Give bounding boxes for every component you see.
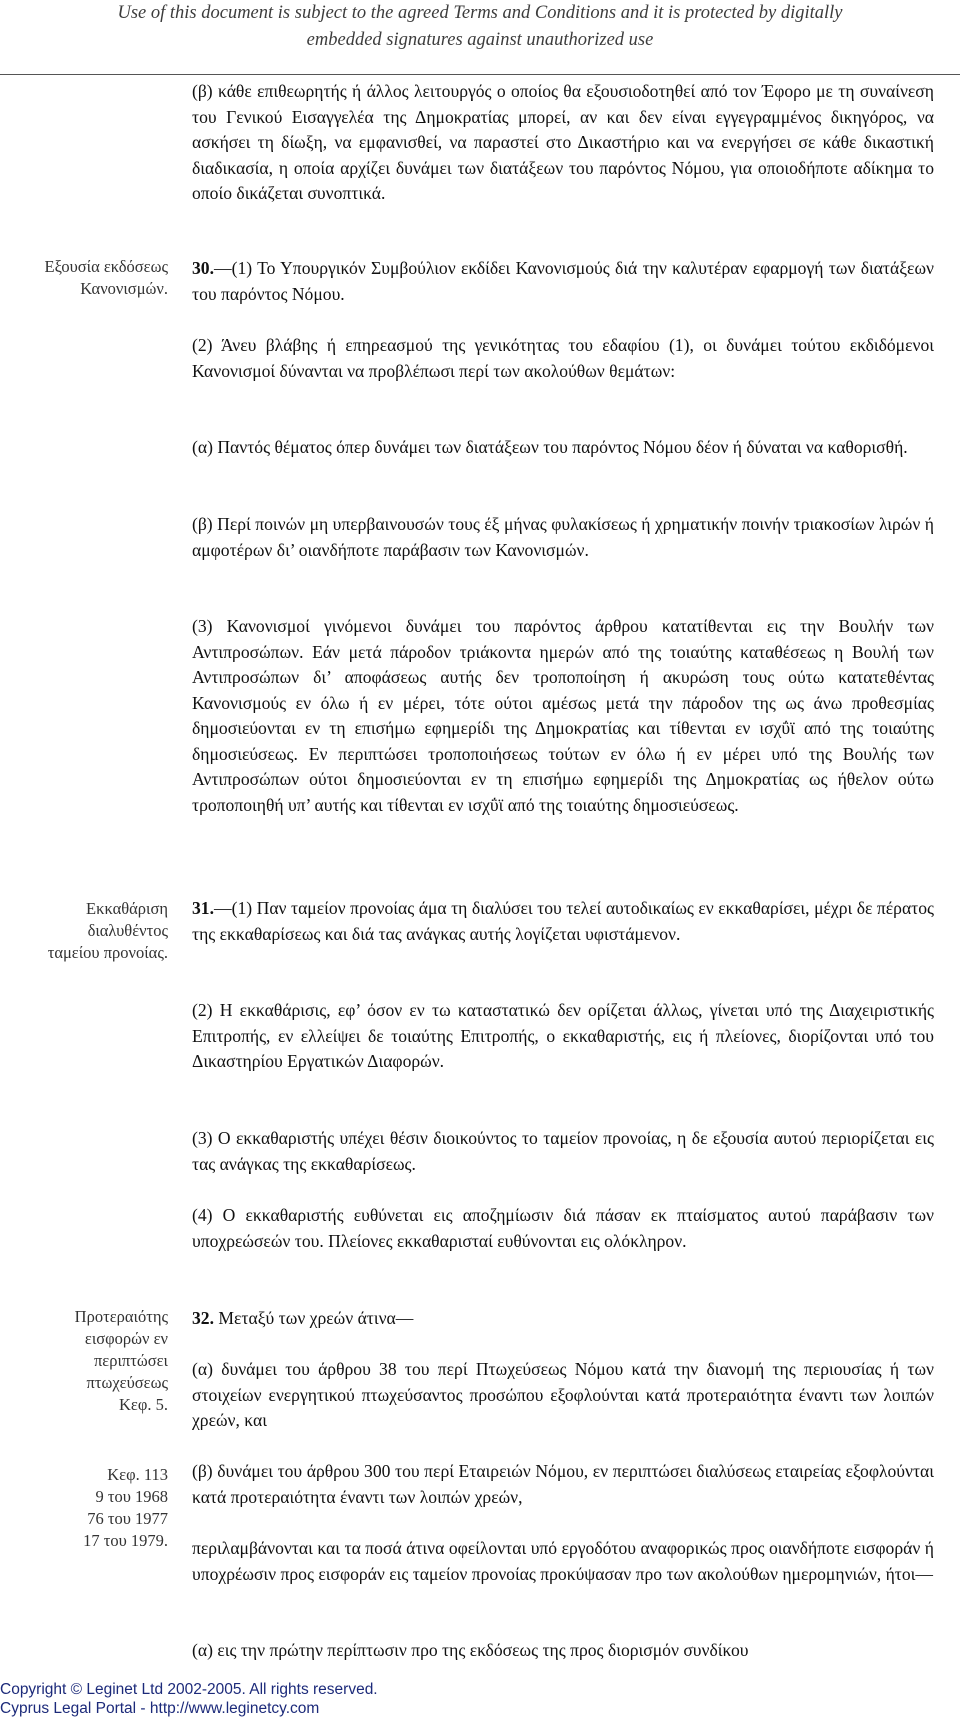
section-31-subsection-4: (4) Ο εκκαθαριστής ευθύνεται εις αποζημίωσιν διά πάσαν εκ πταίσματος αυτού παράβασιν των υποχρεώσεών του. Πλείονες εκκαθαρισταί ευθύνονται εις ολόκληρον.	[192, 1205, 934, 1251]
paragraph-beta-prosecution: (β) κάθε επιθεωρητής ή άλλος λειτουργός ο οποίος θα εξουσιοδοτηθεί από τον Έφορο με τη συναίνεση του Γενικού Εισαγγελέα της Δημοκρατίας μπορεί, αν και δεν είναι εγγεγραμμένος δικηγόρος, να ασκήσει τη δίωξη, να εμφανισθεί, να παραστεί στο Δικαστήριο και να ενεργήσει σε κάθε δικαστική διαδικασία, η οποία αρχίζει δυνάμει των διατάξεων του παρόντος Νόμου, για οποιοδήποτε αδίκημα το οποίο δικάζεται συνοπτικά.	[192, 81, 934, 203]
portal-link[interactable]: Cyprus Legal Portal - http://www.leginetcy.com	[0, 1700, 320, 1717]
margin-note-line: Κεφ. 5.	[119, 1395, 168, 1414]
section-text: —(1) Το Υπουργικόν Συμβούλιον εκδίδει Κανονισμούς διά την καλυτέραν εφαρμογή των διατάξεων του παρόντος Νόμου.	[192, 258, 934, 304]
margin-note-line: πτωχεύσεως	[86, 1373, 168, 1392]
margin-note-line: εισφορών εν	[84, 1329, 168, 1348]
section-30-subsection-3: (3) Κανονισμοί γινόμενοι δυνάμει του παρόντος άρθρου κατατίθενται εις την Βουλήν των Αντιπροσώπων. Εάν μετά πάροδον τριάκοντα ημερών από της τοιαύτης καταθέσεως η Βουλή των Αντιπροσώπων δι’ αποφάσεως αυτής δεν τροποποίηση ή ακυρώση τους ούτω κατατεθέντας Κανονισμούς εν όλω ή εν μέρει, τότε ούτοι αμέσως μετά την πάροδον της ως άνω προθεσμίας δημοσιεύονται εν τη επισήμω εφημερίδι της Δημοκρατίας και τίθενται εν ισχΰϊ από της τοιαύτης δημοσιεύσεως. Εν περιπτώσει τροποποιήσεως τούτων εν όλω ή εν μέρει υπό της Βουλής των Αντιπροσώπων ούτοι δημοσιεύονται εν τη επισήμω εφημερίδι της Δημοκρατίας ως ήθελον ούτω τροποποιηθή υπ’ αυτής και τίθενται εν ισχΰϊ από της τοιαύτης δημοσιεύσεως.	[192, 616, 934, 815]
margin-note-line: 17 του 1979.	[83, 1531, 168, 1550]
section-number: 32.	[192, 1308, 214, 1328]
section-text: —(1) Παν ταμείον προνοίας άμα τη διαλύσει του τελεί αυτοδικαίως εν εκκαθαρίσει, μέχρι δε πέρατος της εκκαθαρίσεως και διά τας ανάγκας αυτής λογίζεται υφιστάμενον.	[192, 898, 934, 944]
section-32-item-alpha-case: (α) εις την πρώτην περίπτωσιν προ της εκδόσεως της προς διορισμόν συνδίκου	[192, 1640, 749, 1660]
margin-note-line: Κανονισμών.	[80, 279, 168, 298]
margin-note-line: περιπτώσει	[93, 1351, 168, 1370]
section-number: 31.	[192, 898, 214, 918]
margin-note-line: διαλυθέντος	[87, 921, 168, 940]
section-30-item-alpha: (α) Παντός θέματος όπερ δυνάμει των διατάξεων του παρόντος Νόμου δέον ή δύναται να καθορισθή.	[192, 437, 908, 457]
section-text: Μεταξύ των χρεών άτινα—	[214, 1308, 414, 1328]
margin-note-line: 76 του 1977	[87, 1509, 168, 1528]
section-31-subsection-3: (3) Ο εκκαθαριστής υπέχει θέσιν διοικούντος το ταμείον προνοίας, η δε εξουσία αυτού περιορίζεται εις τας ανάγκας της εκκαθαρίσεως.	[192, 1128, 934, 1174]
margin-note-line: Κεφ. 113	[107, 1465, 168, 1484]
section-number: 30.	[192, 258, 214, 278]
header-divider	[0, 74, 960, 75]
copyright-line: Copyright © Leginet Ltd 2002-2005. All rights reserved.	[0, 1681, 378, 1698]
protection-notice-line-1: Use of this document is subject to the agreed Terms and Conditions and it is protected by digitally	[117, 3, 843, 23]
margin-note-line: 9 του 1968	[95, 1487, 168, 1506]
protection-notice-line-2: embedded signatures against unauthorized use	[306, 30, 654, 50]
margin-note-line: ταμείου προνοίας.	[47, 943, 168, 962]
copyright-footer	[0, 1680, 378, 1718]
section-32-continuation: περιλαμβάνονται και τα ποσά άτινα οφείλονται υπό εργοδότου αναφορικώς προς οιανδήποτε εισφοράν ή υποχρέωσιν προς εισφοράν εις ταμείον προνοίας προκύψασαν προ των ακολούθων ημερομηνιών, ήτοι—	[192, 1538, 934, 1584]
margin-note-section-32	[8, 1306, 168, 1416]
section-30-item-beta: (β) Περί ποινών μη υπερβαινουσών τους έξ μήνας φυλακίσεως ή χρηματικήν ποινήν τριακοσίων λιρών ή αμφοτέρων δι’ οιανδήποτε παράβασιν των Κανονισμών.	[192, 514, 934, 560]
margin-note-section-30	[8, 256, 168, 300]
protection-notice	[0, 0, 960, 54]
margin-note-line: Εξουσία εκδόσεως	[44, 257, 168, 276]
section-32-item-beta: (β) δυνάμει του άρθρου 300 του περί Εταιρειών Νόμου, εν περιπτώσει διαλύσεως εταιρείας εξοφλούνται κατά προτεραιότητα έναντι των λοιπών χρεών,	[192, 1461, 934, 1507]
section-30-subsection-2: (2) Άνευ βλάβης ή επηρεασμού της γενικότητας του εδαφίου (1), οι δυνάμει τούτου εκδιδόμενοι Κανονισμοί δύνανται να προβλέπωσι περί των ακολούθων θεμάτων:	[192, 335, 934, 381]
margin-note-section-31	[8, 898, 168, 964]
section-32-intro	[192, 1306, 934, 1332]
section-31-subsection-1	[192, 896, 934, 947]
margin-note-legislation-refs	[8, 1464, 168, 1552]
section-31-subsection-2: (2) Η εκκαθάρισις, εφ’ όσον εν τω καταστατικώ δεν ορίζεται άλλως, γίνεται υπό της Διαχειριστικής Επιτροπής, εν ελλείψει δε τοιαύτης Επιτροπής, ο εκκαθαριστής, εις ή πλείονες, διορίζονται υπό του Δικαστηρίου Εργατικών Διαφορών.	[192, 1000, 934, 1071]
section-30-subsection-1	[192, 256, 934, 307]
margin-note-line: Εκκαθάριση	[86, 899, 168, 918]
section-32-item-alpha: (α) δυνάμει του άρθρου 38 του περί Πτωχεύσεως Νόμου κατά την διανομή της περιουσίας ή των στοιχείων ενεργητικού πτωχεύσαντος προσώπου εξοφλούνται κατά προτεραιότητα έναντι των λοιπών χρεών, και	[192, 1359, 934, 1430]
margin-note-line: Προτεραιότης	[74, 1307, 168, 1326]
